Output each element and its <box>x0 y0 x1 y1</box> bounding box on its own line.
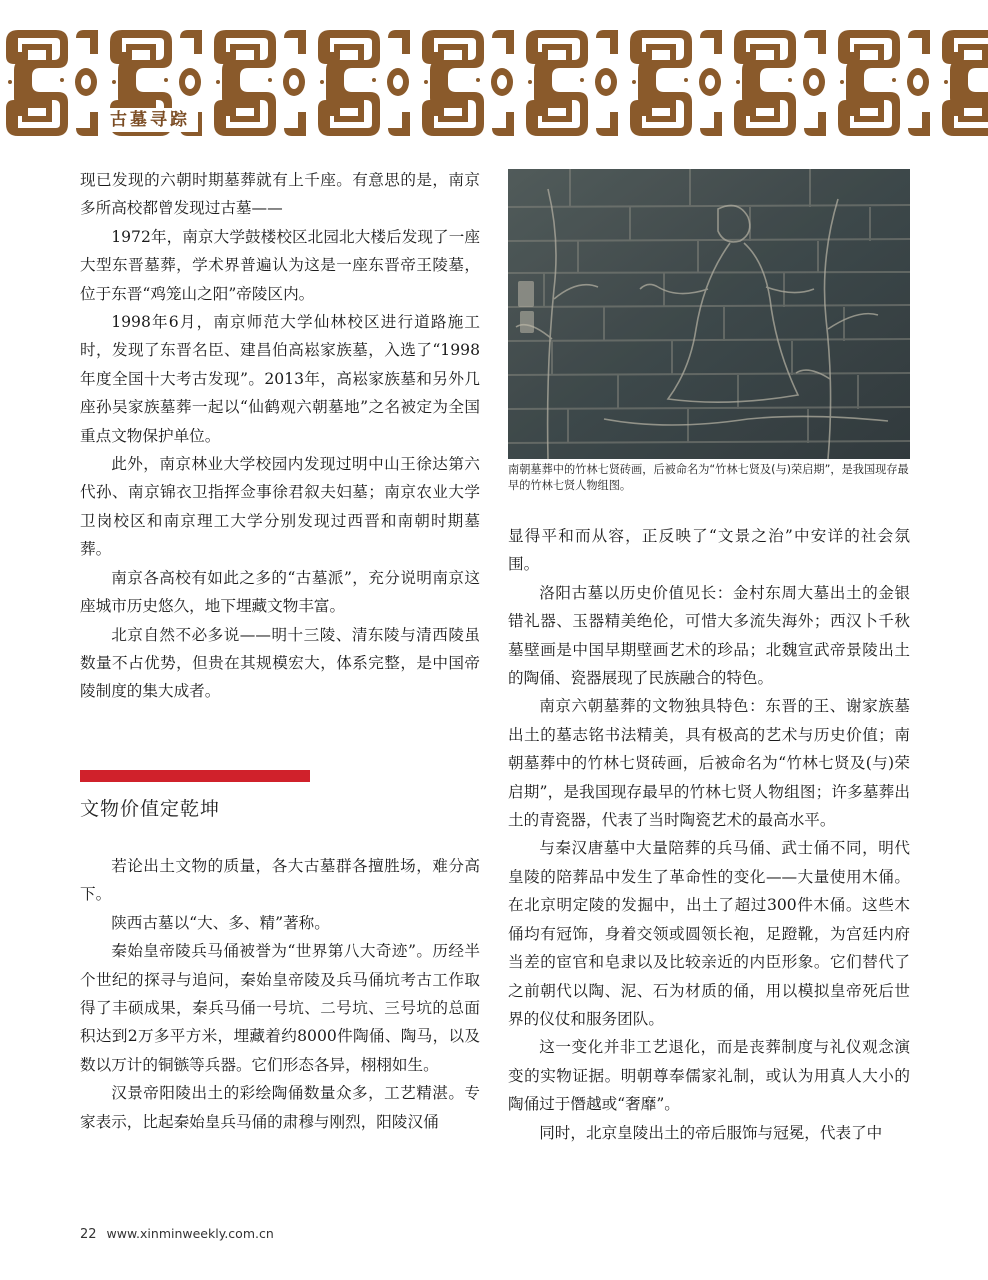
paragraph: 显得平和而从容，正反映了“文景之治”中安详的社会氛围。 <box>508 527 910 574</box>
website-url: www.xinminweekly.com.cn <box>106 1226 274 1241</box>
left-column-lower <box>80 852 480 1136</box>
paragraph: 1998年6月，南京师范大学仙林校区进行道路施工时，发现了东晋名臣、建昌伯高崧家族墓，入选了“1998年度全国十大考古发现”。2013年，高崧家族墓和另外几座孙吴家族墓葬一起以“仙鹤观六朝墓地”之名被定为全国重点文物保护单位。 <box>80 313 480 445</box>
brick-relief-photo <box>508 169 910 459</box>
paragraph: 1972年，南京大学鼓楼校区北园北大楼后发现了一座大型东晋墓葬，学术界普遍认为这是一座东晋帝王陵墓，位于东晋“鸡笼山之阳”帝陵区内。 <box>80 227 480 303</box>
paragraph: 南京各高校有如此之多的“古墓派”，充分说明南京这座城市历史悠久，地下埋藏文物丰富。 <box>80 568 480 616</box>
right-column <box>508 522 910 1147</box>
figure-caption: 南朝墓葬中的竹林七贤砖画，后被命名为“竹林七贤及(与)荣启期”，是我国现存最早的竹林七贤人物组图。 <box>508 463 909 492</box>
paragraph: 现已发现的六朝时期墓葬就有上千座。有意思的是，南京多所高校都曾发现过古墓—— <box>80 171 480 218</box>
paragraph: 秦始皇帝陵兵马俑被誉为“世界第八大奇迹”。历经半个世纪的探寻与追问，秦始皇帝陵及兵马俑坑考古工作取得了丰硕成果，秦兵马俑一号坑、二号坑、三号坑的总面积达到2万多平方米，埋藏着约8000件陶俑、陶马，以及数以万计的铜镞等兵器。它们形态各异，栩栩如生。 <box>80 942 480 1074</box>
paragraph: 南京六朝墓葬的文物独具特色：东晋的王、谢家族墓出土的墓志铭书法精美，具有极高的艺术与历史价值；南朝墓葬中的竹林七贤砖画，后被命名为“竹林七贤及(与)荣启期”，是我国现存最早的竹林七贤人物组图；许多墓葬出土的青瓷器，代表了当时陶瓷艺术的最高水平。 <box>508 697 910 830</box>
paragraph: 同时，北京皇陵出土的帝后服饰与冠冕，代表了中 <box>539 1123 883 1142</box>
section-heading: 文物价值定乾坤 <box>80 798 221 820</box>
page-footer <box>80 1226 274 1242</box>
paragraph: 这一变化并非工艺退化，而是丧葬制度与礼仪观念演变的实物证据。明朝尊奉儒家礼制，或认为用真人大小的陶俑过于僭越或“奢靡”。 <box>508 1038 910 1114</box>
paragraph: 此外，南京林业大学校园内发现过明中山王徐达第六代孙、南京锦衣卫指挥佥事徐君叙夫妇墓；南京农业大学卫岗校区和南京理工大学分别发现过西晋和南朝时期墓葬。 <box>80 455 480 559</box>
paragraph: 北京自然不必多说——明十三陵、清东陵与清西陵虽数量不占优势，但贵在其规模宏大，体系完整，是中国帝陵制度的集大成者。 <box>80 625 480 701</box>
bamboo-grove-sages-brick-relief-image <box>508 169 910 459</box>
paragraph: 若论出土文物的质量，各大古墓群各擅胜场，难分高下。 <box>80 857 480 904</box>
section-divider-red-bar <box>80 770 310 782</box>
left-column-upper <box>80 166 480 706</box>
page-number: 22 <box>80 1227 97 1242</box>
paragraph: 陕西古墓以“大、多、精”著称。 <box>111 913 330 932</box>
paragraph: 与秦汉唐墓中大量陪葬的兵马俑、武士俑不同，明代皇陵的陪葬品中发生了革命性的变化——大量使用木俑。在北京明定陵的发掘中，出土了超过300件木俑。这些木俑均有冠饰，身着交领或圆领长袍，足蹬靴，为宫廷内府当差的宦官和皂隶以及比较亲近的内臣形象。它们替代了之前朝代以陶、泥、石为材质的俑，用以模拟皇帝死后世界的仪仗和服务团队。 <box>508 839 910 1028</box>
section-tag: 古墓寻踪 <box>102 108 198 132</box>
paragraph: 汉景帝阳陵出土的彩绘陶俑数量众多，工艺精湛。专家表示，比起秦始皇兵马俑的肃穆与刚烈，阳陵汉俑 <box>80 1084 480 1131</box>
paragraph: 洛阳古墓以历史价值见长：金村东周大墓出土的金银错礼器、玉器精美绝伦，可惜大多流失海外；西汉卜千秋墓壁画是中国早期壁画艺术的珍品；北魏宣武帝景陵出土的陶俑、瓷器展现了民族融合的特色。 <box>508 583 910 688</box>
